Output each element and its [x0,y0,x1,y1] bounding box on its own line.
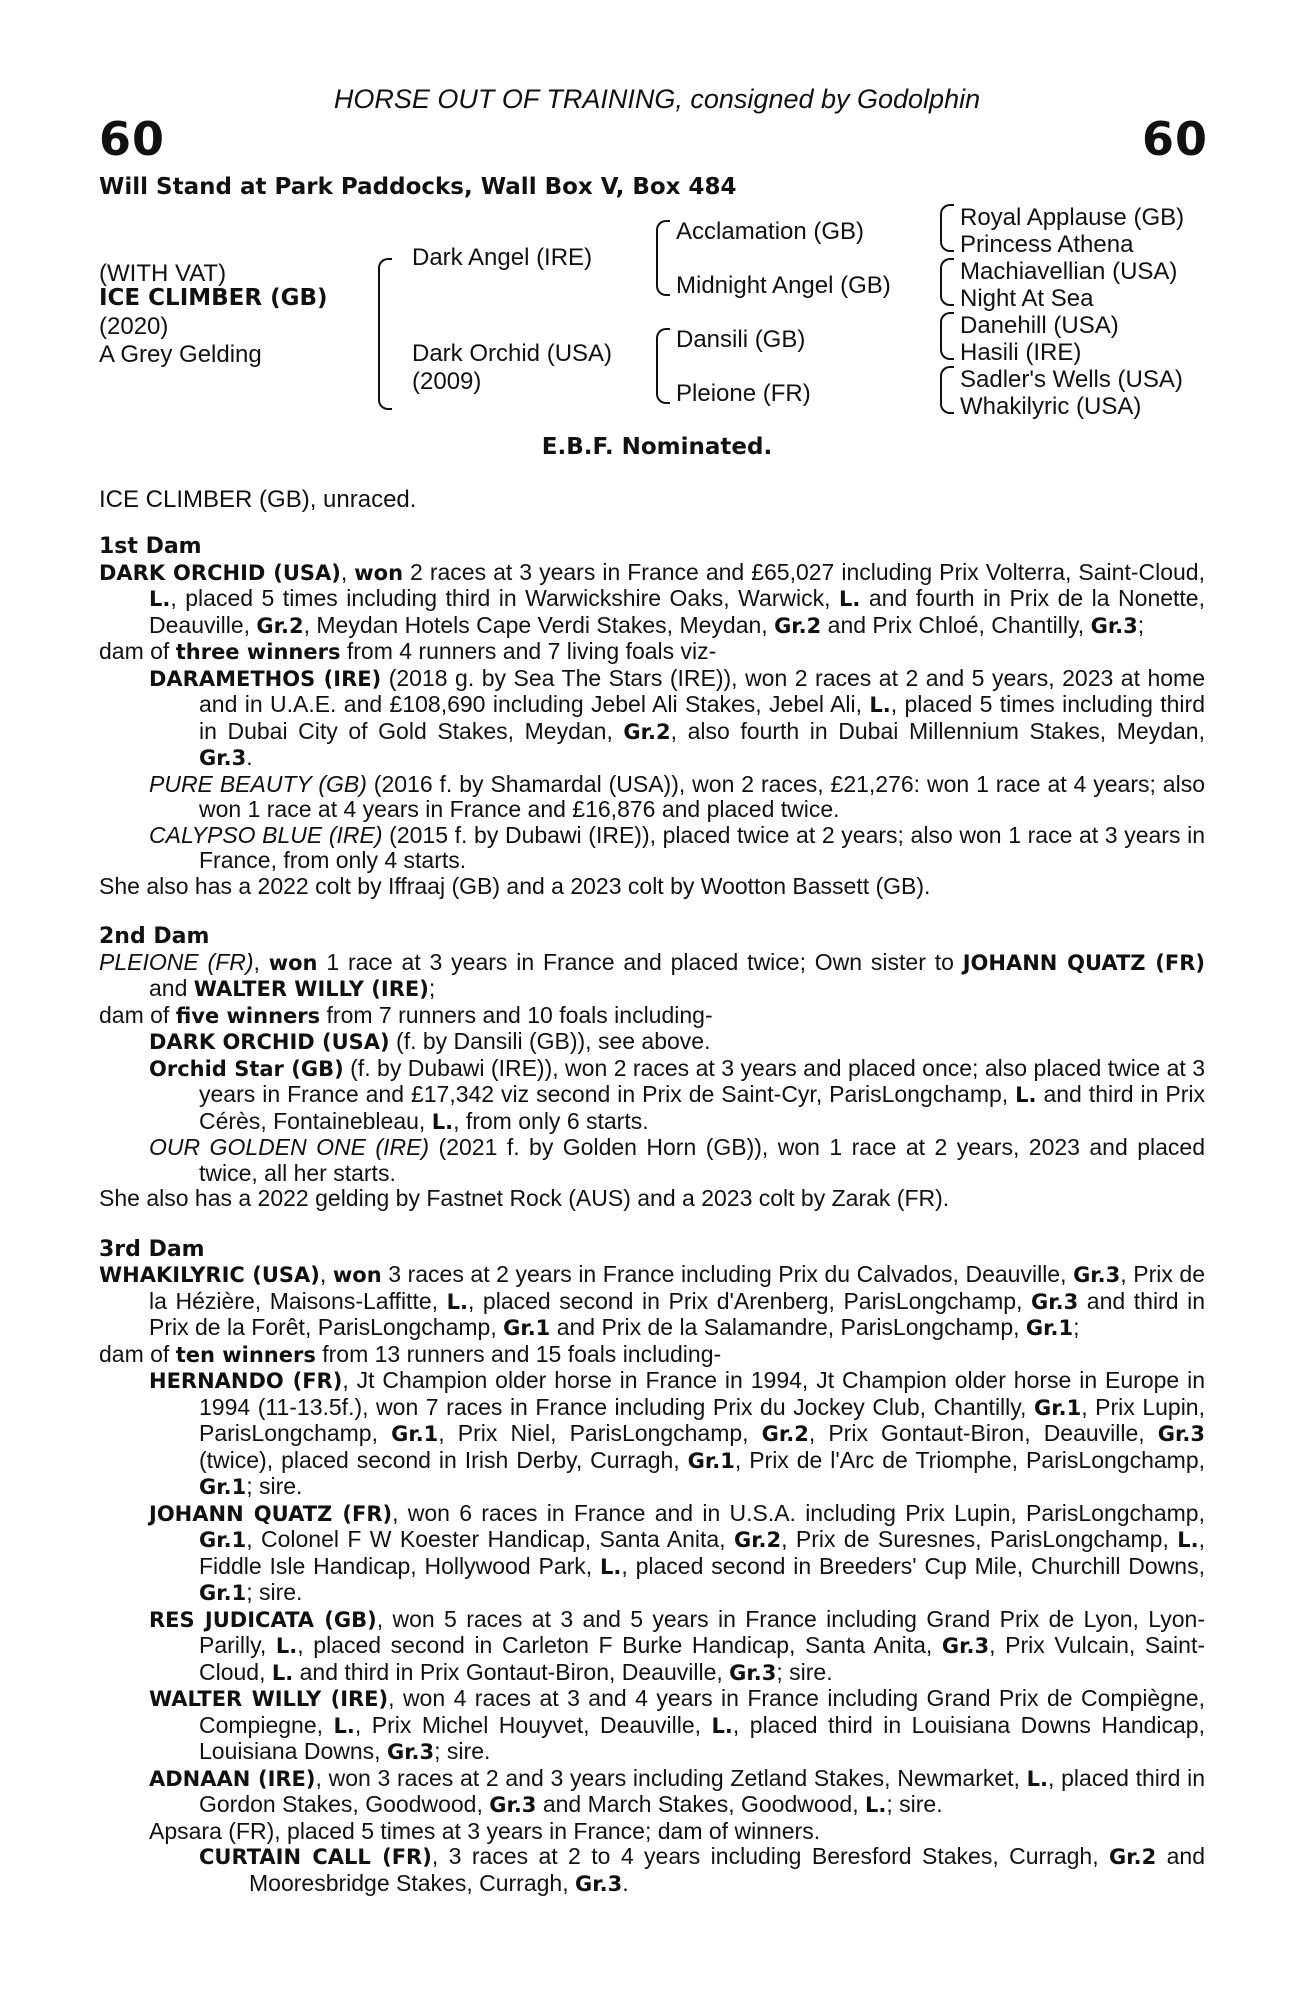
produce-record [99,1686,1205,1766]
pedigree-brace [940,366,954,414]
ancestor-7: Sadler's Wells (USA) [960,366,1183,393]
record-text: , Colonel F W Koester Handicap, Santa Anita, [246,1526,734,1552]
race-grade: L. [271,1660,294,1685]
record-text: from 13 runners and 15 foals including- [315,1340,722,1367]
record-text: ; [1137,611,1145,638]
race-grade: Gr.3 [941,1634,990,1658]
italic-name: OUR GOLDEN ONE (IRE) [149,1134,430,1160]
sire-sire: Acclamation (GB) [676,218,865,245]
section-heading: 1st Dam [99,534,202,559]
record-text: , Prix de Suresnes, ParisLongchamp, [781,1526,1178,1552]
race-grade: L. [1026,1766,1049,1791]
produce-record [99,1844,1205,1897]
bold-name: DARAMETHOS (IRE) [149,666,382,691]
race-grade: L. [1177,1528,1199,1552]
record-text: (2018 g. by Sea The Stars (IRE)), won 2 races at 2 and 5 years, 2023 at home and in U.A.E. and £108,690 including Jebel Ali Stakes, Jebel Ali, [199,664,1206,717]
bold-name: DARK ORCHID (USA) [99,560,341,585]
record-text: from 4 runners and 7 living foals viz- [340,638,717,664]
ancestor-5: Danehill (USA) [960,312,1119,339]
record-text: and March Stakes, Goodwood, [536,1791,866,1817]
ebf-nomination: E.B.F. Nominated. [541,434,773,460]
record-text: ; [1073,1314,1080,1340]
race-record: ICE CLIMBER (GB), unraced. [99,486,417,513]
produce-record [99,1056,1205,1136]
record-text: 3 races at 2 years in France including Prix du Calvados, Deauville, [381,1261,1074,1287]
record-text: (2015 f. by Dubawi (IRE)), placed twice at 2 years; also won 1 race at 3 years in France, from only 4 starts. [199,821,1205,873]
produce-record [99,823,1205,874]
race-grade: Gr.1 [391,1422,439,1446]
produce-record [99,874,1205,900]
race-grade: L. [333,1713,355,1738]
race-grade: Gr.1 [199,1581,247,1605]
record-text: , won 4 races at 3 and 4 years in France including Grand Prix de Compiègne, Compiegne, [199,1685,1205,1738]
record-text: ; sire. [886,1791,943,1817]
race-grade: L. [1015,1083,1037,1107]
bold-name: won [268,950,318,975]
consignor-header: HORSE OUT OF TRAINING, consigned by Godolphin [333,84,981,114]
race-grade: Gr.1 [1034,1395,1082,1420]
record-text: , won 5 races at 3 and 5 years in France including Grand Prix de Lyon, Lyon-Parilly, [199,1605,1205,1658]
record-text: and Mooresbridge Stakes, Curragh, [249,1843,1205,1896]
bold-name: five winners [175,1003,321,1028]
record-text: and Prix Chloé, Chantilly, [821,611,1091,638]
record-text: , won 3 races at 2 and 3 years including Zetland Stakes, Newmarket, [315,1764,1027,1791]
race-grade: Gr.2 [256,613,304,638]
record-text: , placed second in Prix d'Arenberg, ParisLongchamp, [467,1287,1032,1314]
record-text: and third in Prix Gontaut-Biron, Deauville, [293,1658,730,1685]
record-text: , Prix Niel, ParisLongchamp, [438,1420,762,1446]
bold-name: RES JUDICATA (GB) [149,1607,377,1632]
ancestor-6: Hasili (IRE) [960,339,1082,366]
record-text: ; sire. [246,1473,303,1499]
race-grade: Gr.1 [503,1316,551,1340]
dam-year: (2009) [412,368,482,395]
produce-record [99,1342,1205,1369]
race-grade: L. [600,1554,622,1579]
ancestor-2: Princess Athena [960,231,1134,258]
produce-record [99,1607,1205,1687]
race-grade: Gr.2 [774,613,822,638]
bold-name: ten winners [175,1342,316,1367]
section-heading: 3rd Dam [99,1236,205,1262]
produce-record [99,666,1205,772]
record-text: , placed 5 times including third in Dubai City of Gold Stakes, Meydan, [199,691,1205,744]
record-text: , placed second in Carleton F Burke Handicap, Santa Anita, [297,1632,942,1658]
sire-dam: Midnight Angel (GB) [676,272,891,299]
pedigree-brace [656,220,670,296]
race-grade: Gr.1 [1025,1316,1074,1340]
pedigree-brace [656,328,670,404]
produce-record [99,1135,1205,1186]
race-grade: Gr.3 [1090,613,1138,638]
section-gap [99,899,1205,924]
record-text: , Meydan Hotels Cape Verdi Stakes, Meydan, [303,611,775,638]
pedigree-brace [378,258,392,410]
race-grade: Gr.3 [1157,1422,1205,1446]
record-text: . [246,744,253,770]
ancestor-8: Whakilyric (USA) [960,393,1142,420]
race-grade: Gr.3 [1073,1263,1121,1287]
race-grade: L. [149,587,171,611]
record-text: (twice), placed second in Irish Derby, Curragh, [199,1446,688,1473]
bold-name: DARK ORCHID (USA) [149,1030,390,1054]
record-text: ; [428,975,436,1001]
record-text: , placed third in Gordon Stakes, Goodwood, [199,1764,1205,1817]
pedigree-brace [940,204,954,252]
record-text: , [253,948,269,975]
race-grade: L. [446,1289,468,1314]
record-text: , Fiddle Isle Handicap, Hollywood Park, [199,1526,1205,1579]
race-grade: Gr.2 [1109,1845,1157,1869]
italic-name: PLEIONE (FR) [99,948,254,975]
produce-record [99,560,1205,640]
produce-record [99,1819,1205,1845]
horse-description: A Grey Gelding [99,341,262,368]
race-grade: Gr.3 [489,1793,537,1817]
record-text: , won 6 races in France and in U.S.A. including Prix Lupin, ParisLongchamp, [392,1499,1205,1526]
record-text: . [622,1869,629,1896]
race-grade: Gr.3 [386,1740,435,1764]
bold-name: three winners [175,640,341,664]
record-text: Apsara (FR), placed 5 times at 3 years in France; dam of winners. [149,1817,821,1844]
vat-note: (WITH VAT) [99,260,227,287]
record-text: , from only 6 starts. [453,1107,649,1134]
record-text: She also has a 2022 colt by Iffraaj (GB) and a 2023 colt by Wootton Bassett (GB). [99,872,931,899]
race-grade: Gr.1 [199,1528,247,1552]
lot-number-right: 60 [1141,112,1208,166]
record-text: , [319,1261,333,1287]
ancestor-3: Machiavellian (USA) [960,258,1178,285]
race-grade: Gr.1 [687,1448,735,1473]
bold-name: ADNAAN (IRE) [149,1766,316,1791]
bold-name: JOHANN QUATZ (FR) [962,950,1205,975]
produce-record [99,772,1205,823]
sire-name: Dark Angel (IRE) [412,244,593,271]
bold-name: won [332,1263,382,1287]
bold-name: WALTER WILLY (IRE) [193,977,429,1001]
record-text: , 3 races at 2 to 4 years including Beresford Stakes, Curragh, [431,1843,1110,1869]
dam-name: Dark Orchid (USA) [412,340,613,367]
bold-name: Orchid Star (GB) [149,1056,344,1081]
race-grade: L. [711,1713,733,1738]
record-text: dam of [99,638,176,664]
record-text: 2 races at 3 years in France and £65,027 including Prix Volterra, Saint-Cloud, [403,558,1205,585]
produce-record [99,639,1205,666]
produce-record [99,1766,1205,1819]
record-text: , placed third in Louisiana Downs Handicap, Louisiana Downs, [199,1711,1205,1764]
record-text: (2016 f. by Shamardal (USA)), won 2 races, £21,276: won 1 race at 4 years; also won 1 race at 4 years in France and £16,876 and placed twice. [199,770,1205,822]
pedigree-brace [940,312,954,360]
record-text: and third in Prix de la Forêt, ParisLongchamp, [149,1287,1205,1340]
record-text: (f. by Dansili (GB)), see above. [389,1028,711,1054]
bold-name: WALTER WILLY (IRE) [149,1687,389,1711]
bold-name: JOHANN QUATZ (FR) [149,1501,393,1526]
record-text: , Prix de l'Arc de Triomphe, ParisLongchamp, [734,1446,1206,1473]
race-grade: L. [869,693,891,717]
horse-name [99,285,328,311]
section-heading: 2nd Dam [99,924,210,949]
race-grade: L. [839,587,861,611]
produce-record [99,1003,1205,1030]
italic-name: PURE BEAUTY (GB) [149,770,367,797]
record-text: ; sire. [776,1658,833,1685]
stabling-location: Will Stand at Park Paddocks, Wall Box V, Box 484 [99,174,737,200]
record-text: , placed 5 times including third in Warwickshire Oaks, Warwick, [170,585,840,611]
lot-number-left: 60 [99,112,166,166]
record-text: (f. by Dubawi (IRE)), won 2 races at 3 years and placed once; also placed twice at 3 years in France and £17,342 viz second in Prix de Saint-Cyr, ParisLongchamp, [199,1054,1205,1107]
pedigree-brace [940,258,954,306]
ancestor-1: Royal Applause (GB) [960,204,1185,231]
produce-record [99,1186,1205,1212]
record-text: ; sire. [434,1738,491,1764]
bold-name: won [354,560,404,585]
record-text: She also has a 2022 gelding by Fastnet Rock (AUS) and a 2023 colt by Zarak (FR). [99,1185,950,1211]
record-text: and [149,975,194,1001]
horse-year: (2020) [99,313,169,340]
bold-name: CURTAIN CALL (FR) [199,1845,432,1869]
record-text: , Jt Champion older horse in France in 1994, Jt Champion older horse in Europe in 1994 (11-13.5f.), won 7 races in France including Prix du Jockey Club, Chantilly, [199,1367,1205,1420]
race-grade: Gr.3 [729,1660,777,1685]
produce-record [99,950,1205,1003]
record-text: and third in Prix Cérès, Fontainebleau, [199,1081,1205,1134]
bold-name: HERNANDO (FR) [149,1369,343,1393]
race-grade: L. [865,1793,887,1817]
dam-sire: Dansili (GB) [676,326,806,353]
record-text: , placed second in Breeders' Cup Mile, Churchill Downs, [621,1552,1205,1579]
produce-record [99,1262,1205,1342]
race-grade: Gr.2 [761,1422,809,1446]
record-text: from 7 runners and 10 foals including- [320,1001,713,1028]
record-text: , Prix Lupin, ParisLongchamp, [199,1393,1205,1446]
record-text: , also fourth in Dubai Millennium Stakes, Meydan, [670,717,1205,744]
ancestor-4: Night At Sea [960,285,1094,312]
record-text: (2021 f. by Golden Horn (GB)), won 1 race at 2 years, 2023 and placed twice, all her starts. [199,1134,1205,1186]
race-grade: Gr.3 [1031,1289,1079,1314]
produce-record [99,1501,1205,1607]
dam-line-body [99,534,1205,1897]
race-grade: L. [431,1109,454,1134]
italic-name: CALYPSO BLUE (IRE) [149,821,383,848]
record-text: dam of [99,1340,176,1367]
race-grade: Gr.3 [199,746,247,770]
record-text: and Prix de la Salamandre, ParisLongchamp, [550,1314,1026,1340]
record-text: , Prix Vulcain, Saint-Cloud, [199,1632,1205,1685]
bold-name: WHAKILYRIC (USA) [99,1263,320,1287]
race-grade: L. [275,1634,298,1658]
dam-dam: Pleione (FR) [676,380,811,407]
record-text: , Prix Michel Houyvet, Deauville, [354,1711,712,1738]
record-text: , [340,558,355,585]
section-gap [99,1212,1205,1237]
produce-record [99,1368,1205,1501]
record-text: and fourth in Prix de la Nonette, Deauville, [149,585,1205,638]
race-grade: Gr.2 [733,1528,782,1552]
record-text: dam of [99,1001,176,1028]
record-text: , Prix de la Hézière, Maisons-Laffitte, [149,1261,1205,1314]
horse-name-text: ICE CLIMBER (GB) [99,285,328,311]
race-grade: Gr.1 [199,1475,247,1499]
produce-record [99,1029,1205,1056]
race-grade: Gr.2 [623,719,671,744]
record-text: ; sire. [246,1579,303,1605]
record-text: 1 race at 3 years in France and placed twice; Own sister to [317,948,963,975]
record-text: , Prix Gontaut-Biron, Deauville, [808,1420,1158,1446]
race-grade: Gr.3 [575,1871,623,1896]
